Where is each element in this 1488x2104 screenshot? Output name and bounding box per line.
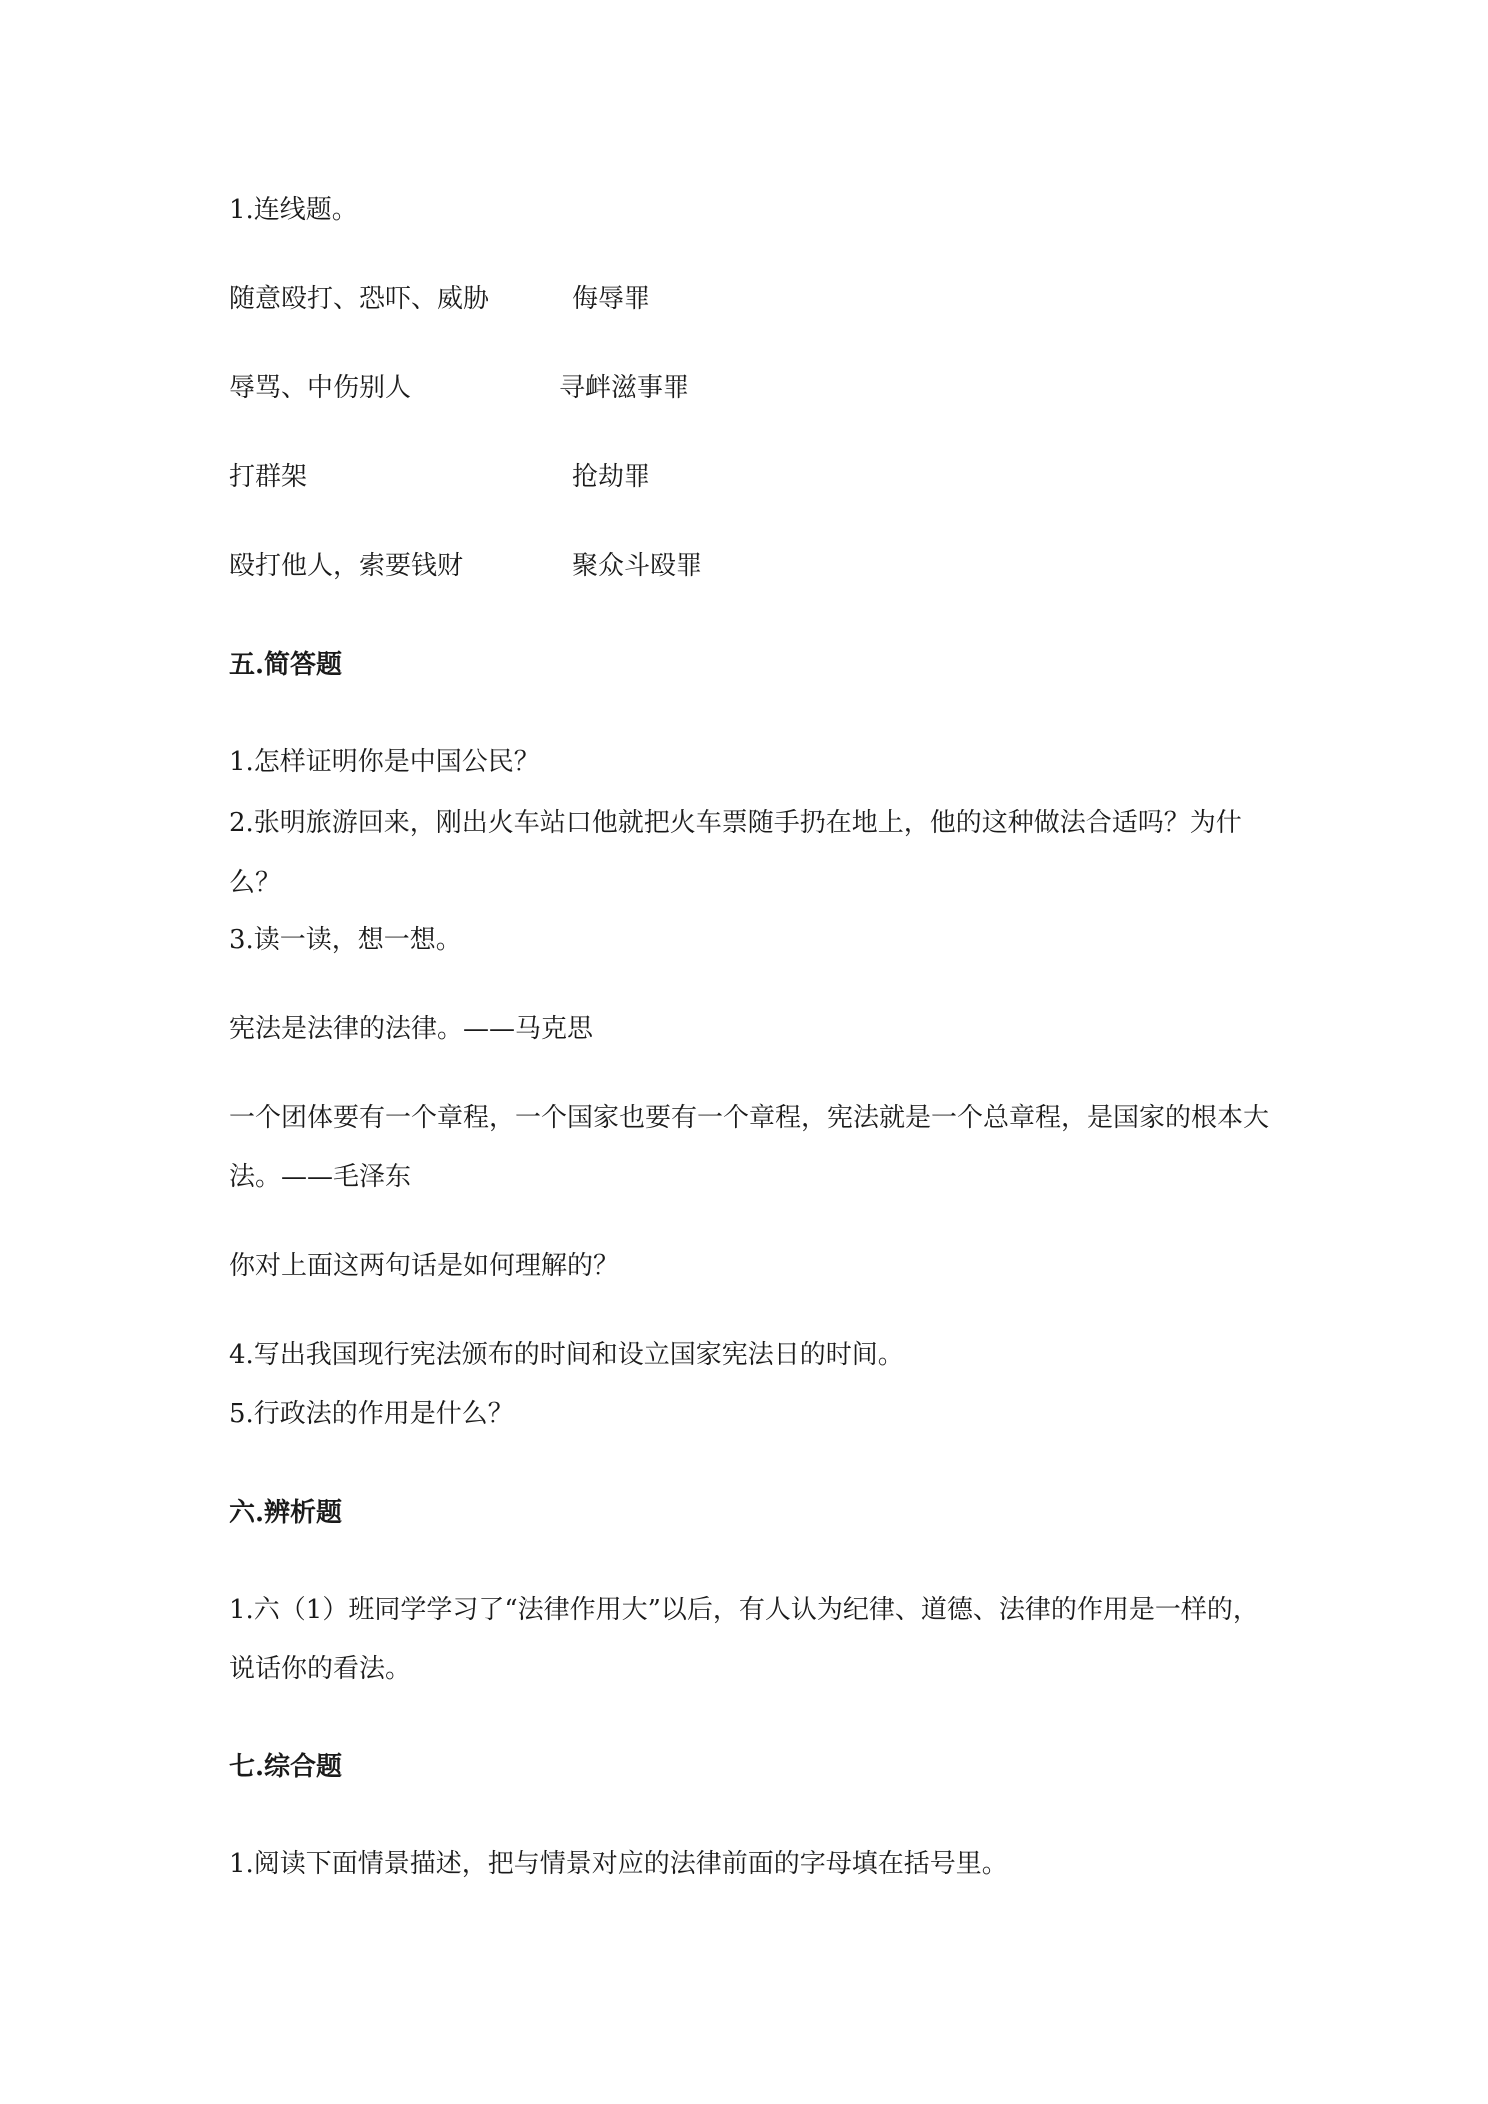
quote-text: 法。——毛泽东 bbox=[229, 1162, 412, 1192]
question-text: 5.行政法的作用是什么？ bbox=[229, 1399, 514, 1429]
section-heading: 六.辨析题 bbox=[229, 1498, 343, 1528]
question-text: 4.写出我国现行宪法颁布的时间和设立国家宪法日的时间。 bbox=[229, 1340, 904, 1370]
question-text: 1.六（1）班同学学习了“法律作用大”以后，有人认为纪律、道德、法律的作用是一样的， bbox=[229, 1595, 1259, 1625]
matching-left-2: 辱骂、中伤别人 bbox=[229, 373, 412, 403]
question-text: 1.怎样证明你是中国公民？ bbox=[229, 747, 540, 777]
question-text: 么？ bbox=[229, 868, 282, 898]
matching-left-3: 打群架 bbox=[229, 462, 308, 492]
question-text: 说话你的看法。 bbox=[229, 1654, 412, 1684]
matching-right-1: 侮辱罪 bbox=[572, 284, 651, 314]
matching-right-4: 聚众斗殴罪 bbox=[572, 551, 703, 581]
quote-text: 一个团体要有一个章程，一个国家也要有一个章程，宪法就是一个总章程，是国家的根本大 bbox=[229, 1103, 1270, 1133]
matching-title: 1.连线题。 bbox=[229, 195, 358, 225]
matching-right-3: 抢劫罪 bbox=[572, 462, 651, 492]
section-heading: 七.综合题 bbox=[229, 1752, 343, 1782]
matching-left-1: 随意殴打、恐吓、威胁 bbox=[229, 284, 490, 314]
question-text: 2.张明旅游回来，刚出火车站口他就把火车票随手扔在地上，他的这种做法合适吗？为什 bbox=[229, 808, 1242, 838]
section-heading: 五.简答题 bbox=[229, 650, 343, 680]
question-text: 你对上面这两句话是如何理解的？ bbox=[229, 1251, 620, 1281]
question-text: 1.阅读下面情景描述，把与情景对应的法律前面的字母填在括号里。 bbox=[229, 1849, 1008, 1879]
quote-text: 宪法是法律的法律。——马克思 bbox=[229, 1014, 594, 1044]
question-text: 3.读一读，想一想。 bbox=[229, 925, 462, 955]
matching-left-4: 殴打他人，索要钱财 bbox=[229, 551, 464, 581]
matching-right-2: 寻衅滋事罪 bbox=[559, 373, 690, 403]
